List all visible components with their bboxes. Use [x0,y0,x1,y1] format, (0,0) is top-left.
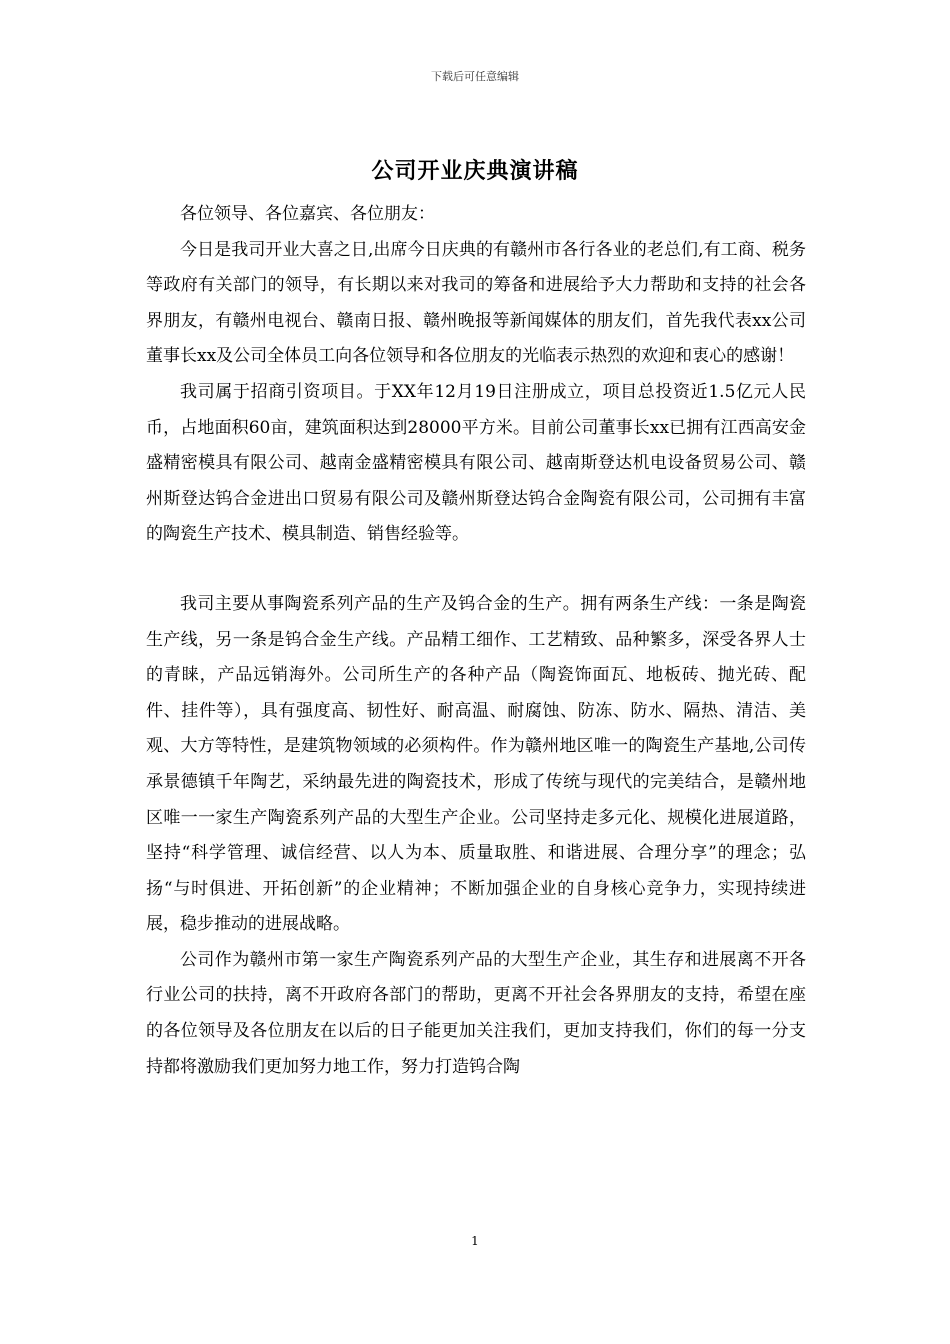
company-intro-paragraph: 我司属于招商引资项目。于XX年12月19日注册成立，项目总投资近1.5亿元人民币，占地面积60亩，建筑面积达到28000平方米。目前公司董事长xx已拥有江西高安金盛精密模具有限公司、越南金盛精密模具有限公司、越南斯登达机电设备贸易公司、赣州斯登达钨合金进出口贸易有限公司及赣州斯登达钨合金陶瓷有限公司，公司拥有丰富的陶瓷生产技术、模具制造、销售经验等。 [146,381,806,545]
business-paragraph: 我司主要从事陶瓷系列产品的生产及钨合金的生产。拥有两条生产线：一条是陶瓷生产线，另一条是钨合金生产线。产品精工细作、工艺精致、品种繁多，深受各界人士的青睐，产品远销海外。公司所生产的各种产品（陶瓷饰面瓦、地板砖、抛光砖、配件、挂件等），具有强度高、韧性好、耐高温、耐腐蚀、防冻、防水、隔热、清洁、美观、大方等特性，是建筑物领域的必须构件。作为赣州地区唯一的陶瓷生产基地,公司传承景德镇千年陶艺，采纳最先进的陶瓷技术，形成了传统与现代的完美结合，是赣州地区唯一一家生产陶瓷系列产品的大型生产企业。公司坚持走多元化、规模化进展道路，坚持“科学管理、诚信经营、以人为本、质量取胜、和谐进展、合理分享”的理念；弘扬“与时俱进、开拓创新”的企业精神；不断加强企业的自身核心竞争力，实现持续进展，稳步推动的进展战略。 [146,593,806,935]
closing-paragraph: 公司作为赣州市第一家生产陶瓷系列产品的大型生产企业，其生存和进展离不开各行业公司的扶持，离不开政府各部门的帮助，更离不开社会各界朋友的支持，希望在座的各位领导及各位朋友在以后的日子能更加关注我们，更加支持我们，你们的每一分支持都将激励我们更加努力地工作，努力打造钨合陶 [146,949,806,1077]
welcome-paragraph: 今日是我司开业大喜之日,出席今日庆典的有赣州市各行各业的老总们,有工商、税务等政府有关部门的领导，有长期以来对我司的筹备和进展给予大力帮助和支持的社会各界朋友，有赣州电视台、赣南日报、赣州晚报等新闻媒体的朋友们，首先我代表xx公司董事长xx及公司全体员工向各位领导和各位朋友的光临表示热烈的欢迎和衷心的感谢！ [146,239,806,367]
page-number: 1 [471,1234,479,1248]
document-body [146,197,806,1085]
document-title: 公司开业庆典演讲稿 [371,158,579,184]
header-note: 下载后可任意编辑 [431,70,519,83]
salutation-paragraph: 各位领导、各位嘉宾、各位朋友： [180,204,435,224]
